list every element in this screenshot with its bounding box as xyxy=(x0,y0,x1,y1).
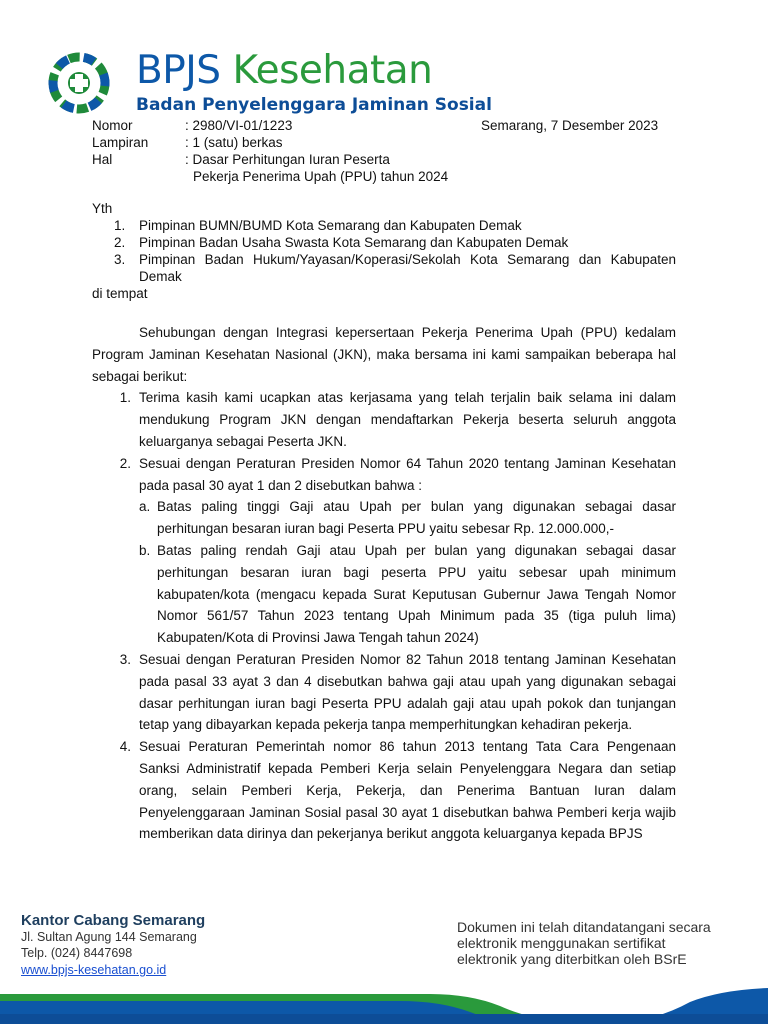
esign-line: elektronik menggunakan sertifikat xyxy=(457,935,666,951)
point-text: Terima kasih kami ucapkan atas kerjasama yang telah terjalin baik selama ini dalam mendukung Program JKN dengan mendaftarkan Pekerja beserta seluruh anggota keluarganya sebagai Peserta JKN. xyxy=(139,390,676,449)
list-item xyxy=(92,453,676,649)
recipient-num: 2. xyxy=(114,235,126,250)
letter-body xyxy=(92,322,676,845)
recipient-item xyxy=(92,217,676,234)
recipient-item xyxy=(92,251,676,268)
point-num: 2. xyxy=(119,455,131,471)
letter-meta xyxy=(92,117,485,185)
recipient-text: Pimpinan BUMN/BUMD Kota Semarang dan Kabupaten Demak xyxy=(139,218,522,233)
sub-text: Batas paling tinggi Gaji atau Upah per bulan yang digunakan sebagai dasar perhitungan besaran iuran bagi Peserta PPU yaitu sebesar Rp. 12.000.000,- xyxy=(157,499,676,537)
point-text: Sesuai Peraturan Pemerintah nomor 86 tahun 2013 tentang Tata Cara Pengenaan Sanksi Administratif kepada Pemberi Kerja selain Penyelenggara Negara dan setiap orang, selain Pemberi Kerja, Pekerja, dan Penerima Bantuan Iuran dalam Penyelenggaraan Jaminan Sosial pasal 30 ayat 1 disebutkan bahwa Pemberi kerja wajib memberikan data dirinya dan pekerjanya berikut anggota keluarganya kepada BPJS xyxy=(139,739,676,842)
yth-label: Yth xyxy=(92,201,113,216)
office-phone: Telp. (024) 8447698 xyxy=(21,945,133,960)
sub-item xyxy=(139,540,676,649)
brand-subtitle: Badan Penyelenggara Jaminan Sosial xyxy=(136,95,492,115)
brand-title xyxy=(136,50,492,92)
recipient-item-cont xyxy=(92,268,676,285)
sub-num: b. xyxy=(139,542,151,558)
website-link[interactable]: www.bpjs-kesehatan.go.id xyxy=(21,963,167,977)
meta-hal-label: Hal xyxy=(92,152,113,167)
footer-wave xyxy=(0,988,768,1024)
point-content xyxy=(139,453,676,649)
meta-nomor-label: Nomor xyxy=(92,118,133,133)
intro-paragraph: Sehubungan dengan Integrasi kepersertaan Pekerja Penerima Upah (PPU) kedalam Program Jaminan Kesehatan Nasional (JKN), maka bersama ini kami sampaikan beberapa hal sebagai berikut: xyxy=(92,325,676,384)
sub-num: a. xyxy=(139,499,151,515)
recipient-list xyxy=(92,217,676,285)
office-address: Jl. Sultan Agung 144 Semarang xyxy=(21,930,197,944)
esign-line: Dokumen ini telah ditandatangani secara xyxy=(457,919,711,935)
esign-line: elektronik yang diterbitkan oleh BSrE xyxy=(457,951,687,967)
list-item xyxy=(92,736,676,845)
point-num: 4. xyxy=(119,739,131,755)
meta-lampiran xyxy=(92,134,485,151)
point-text: Sesuai dengan Peraturan Presiden Nomor 82 Tahun 2018 tentang Jaminan Kesehatan pada pasal 33 ayat 3 dan 4 disebutkan bahwa gaji atau upah yang digunakan sebagai dasar perhitungan iuran bagi Peserta PPU adalah gaji atau upah pokok dan tunjangan tetap yang dibayarkan kepada pekerja tanpa memperhitungkan kehadiran pekerja. xyxy=(139,651,676,733)
recipient-num: 1. xyxy=(114,218,126,233)
office-info xyxy=(21,912,205,979)
esign-notice xyxy=(457,919,747,967)
sub-item xyxy=(139,496,676,540)
recipient-text: Pimpinan Badan Hukum/Yayasan/Koperasi/Sekolah Kota Semarang dan Kabupaten xyxy=(139,252,676,267)
letter-date: Semarang, 7 Desember 2023 xyxy=(481,118,659,133)
meta-hal-value-cont: Pekerja Penerima Upah (PPU) tahun 2024 xyxy=(193,169,449,184)
point-num: 3. xyxy=(119,651,131,667)
recipient-text: Pimpinan Badan Usaha Swasta Kota Semarang dan Kabupaten Demak xyxy=(139,235,569,250)
points-list xyxy=(92,387,676,845)
meta-nomor xyxy=(92,117,485,134)
recipient-num: 3. xyxy=(114,252,126,267)
footer-wave-base xyxy=(0,1014,768,1024)
brand xyxy=(136,50,492,116)
list-item xyxy=(92,649,676,736)
recipient-place: di tempat xyxy=(92,286,148,301)
meta-nomor-value: : 2980/VI-01/1223 xyxy=(185,118,293,133)
meta-hal xyxy=(92,151,485,168)
recipient-num-spacer xyxy=(92,268,139,285)
point-num: 1. xyxy=(119,390,131,406)
brand-main: BPJS xyxy=(136,48,221,93)
logo-center-icon xyxy=(68,72,90,94)
meta-hal-value: : Dasar Perhitungan Iuran Peserta xyxy=(185,152,390,167)
recipient-item xyxy=(92,234,676,251)
point-text: Sesuai dengan Peraturan Presiden Nomor 64 Tahun 2020 tentang Jaminan Kesehatan pada pasal 30 ayat 1 dan 2 disebutkan bahwa : xyxy=(139,455,676,493)
bpjs-logo xyxy=(48,52,110,114)
recipients xyxy=(92,200,676,302)
brand-accent: Kesehatan xyxy=(232,48,433,93)
meta-lampiran-label: Lampiran xyxy=(92,135,149,150)
meta-lampiran-value: : 1 (satu) berkas xyxy=(185,135,283,150)
sub-text: Batas paling rendah Gaji atau Upah per bulan yang digunakan sebagai dasar perhitungan besaran iuran bagi peserta PPU yaitu sebesar upah minimum kabupaten/kota (mengacu kepada Surat Keputusan Gubernur Jawa Tengah Nomor Nomor 561/57 Tahun 2023 tentang Upah Minimum pada 35 (tiga puluh lima) Kabupaten/Kota di Provinsi Jawa Tengah tahun 2024) xyxy=(157,542,676,646)
list-item xyxy=(92,387,676,452)
recipient-text-cont: Demak xyxy=(139,269,182,284)
office-title: Kantor Cabang Semarang xyxy=(21,912,206,929)
